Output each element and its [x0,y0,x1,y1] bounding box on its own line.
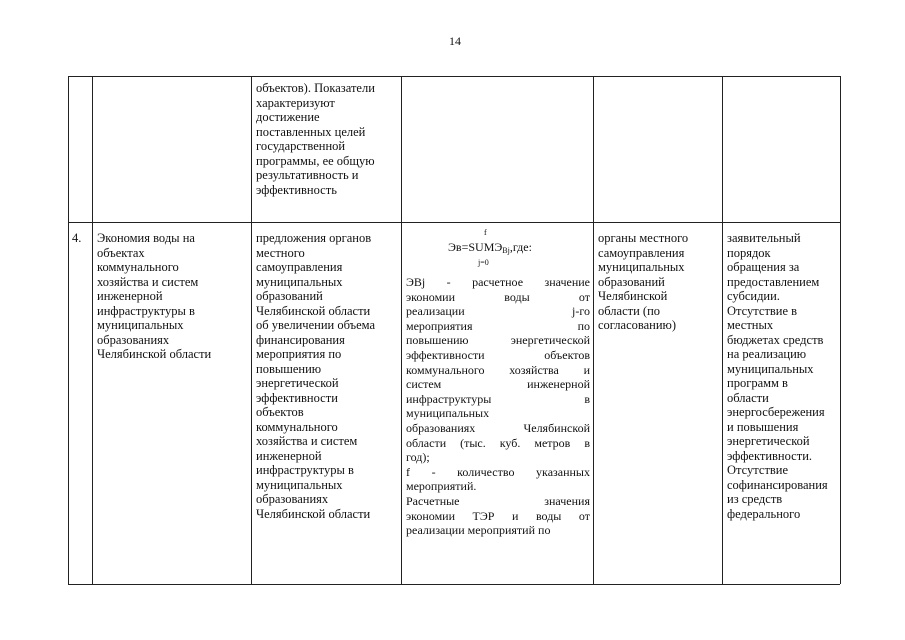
text-line: муниципальных [406,406,490,421]
text-line: муниципальных [598,260,685,274]
text-line: достижение [256,110,320,124]
text-line: коммунального хозяйства и [406,362,590,377]
text-line: год); [406,450,430,465]
text-line: коммунального [256,419,338,434]
text-line: энергосбережения [727,405,825,419]
text-line: заявительный [727,231,801,245]
text-line: Отсутствие в [727,303,798,318]
text-line: органы местного [598,231,689,245]
text-line: Челябинской области [256,506,371,521]
text-line: образованиях [256,492,329,506]
text-line: на реализацию [727,347,807,361]
text-line: софинансирования [727,477,828,492]
text-line: повышению [256,361,322,376]
text-line: хозяйства и систем [256,434,358,448]
page-number: 14 [449,34,461,48]
text-line: эффективности [256,390,338,405]
formula-tail: ,где: [509,240,532,254]
text-line: муниципальных [727,361,814,376]
text-line: Отсутствие [727,463,789,477]
text-line: муниципальных [97,318,184,332]
formula-upper-limit: f [484,228,487,237]
text-line: образований [256,289,323,303]
text-line: эффективность [256,182,337,197]
text-line: бюджетах средств [727,332,824,347]
text-line: инфраструктуры в [256,463,354,477]
indicator-name-cell [97,231,247,362]
text-line: образованиях Челябинской [406,420,590,435]
text-line: государственной [256,139,346,153]
data-source-cell [256,231,398,521]
text-line: мероприятия по [256,347,342,361]
text-line: экономии воды от [406,289,590,304]
text-line: повышению энергетической [406,333,590,348]
text-line: финансирования [256,332,345,347]
text-line: обращения за [727,260,800,274]
text-line: инфраструктуры в [97,303,195,318]
text-line: реализации мероприятий по [406,523,551,538]
text-line: экономии ТЭР и воды от [406,508,590,523]
text-line: об увеличении объема [256,318,376,332]
text-line: реализации j-го [406,304,590,319]
text-line: образований [598,274,665,289]
formula-main [448,240,532,255]
text-line: f - количество указанных [406,464,590,479]
text-line: характеризуют [256,95,335,110]
text-line: коммунального [97,260,179,274]
text-line: федерального [727,506,801,521]
formula-subscript: Bj [502,246,510,255]
text-line: области [727,390,769,405]
text-line: области (по [598,303,661,318]
text-line: муниципальных [256,477,343,492]
text-line: результативность и [256,168,359,182]
text-line: местного [256,245,305,260]
text-line: инженерной [97,289,163,303]
text-line: мероприятия по [406,318,590,333]
formula-main-text: Эв=SUMЭ [448,240,503,254]
text-line: объектов [256,405,304,419]
text-line: предложения органов [256,231,372,245]
text-line: объектов). Показатели [256,81,375,95]
text-line: из средств [727,492,783,506]
text-line: самоуправления [598,245,685,260]
text-line: Челябинской области [97,347,212,361]
text-line: Челябинской [598,289,668,303]
text-line: предоставлением [727,274,820,289]
text-line: эффективности. [727,448,813,463]
text-line: согласованию) [598,318,677,332]
risks-cell [727,231,839,521]
text-line: мероприятий. [406,479,477,494]
text-line: порядок [727,245,771,260]
text-line: хозяйства и систем [97,274,199,289]
text-line: эффективности объектов [406,347,590,362]
row-number: 4. [72,231,82,245]
text-line: систем инженерной [406,377,590,392]
text-line: программы, ее общую [256,153,375,168]
text-line: поставленных целей [256,124,366,139]
text-line: субсидии. [727,289,780,303]
text-line: инженерной [256,448,322,463]
text-line: самоуправления [256,260,343,274]
text-line: инфраструктуры в [406,391,590,406]
text-line: местных [727,318,774,332]
text-line: программ в [727,376,788,390]
text-line: Экономия воды на [97,231,195,245]
text-line: муниципальных [256,274,343,289]
text-line: энергетической [256,376,339,390]
formula-lower-limit: j=0 [478,258,489,267]
text-line: ЭBj - расчетное значение [406,275,590,289]
text-line: образованиях [97,332,170,347]
text-line: энергетической [727,434,810,448]
responsible-cell [598,231,718,333]
text-line: и повышения [727,419,799,434]
text-line: области (тыс. куб. метров в [406,435,590,450]
calculation-method-cell [406,275,590,538]
text-line: объектах [97,245,145,260]
text-line: Расчетные значения [406,493,590,508]
text-line: Челябинской области [256,303,371,318]
row1-description-cell [256,81,398,197]
